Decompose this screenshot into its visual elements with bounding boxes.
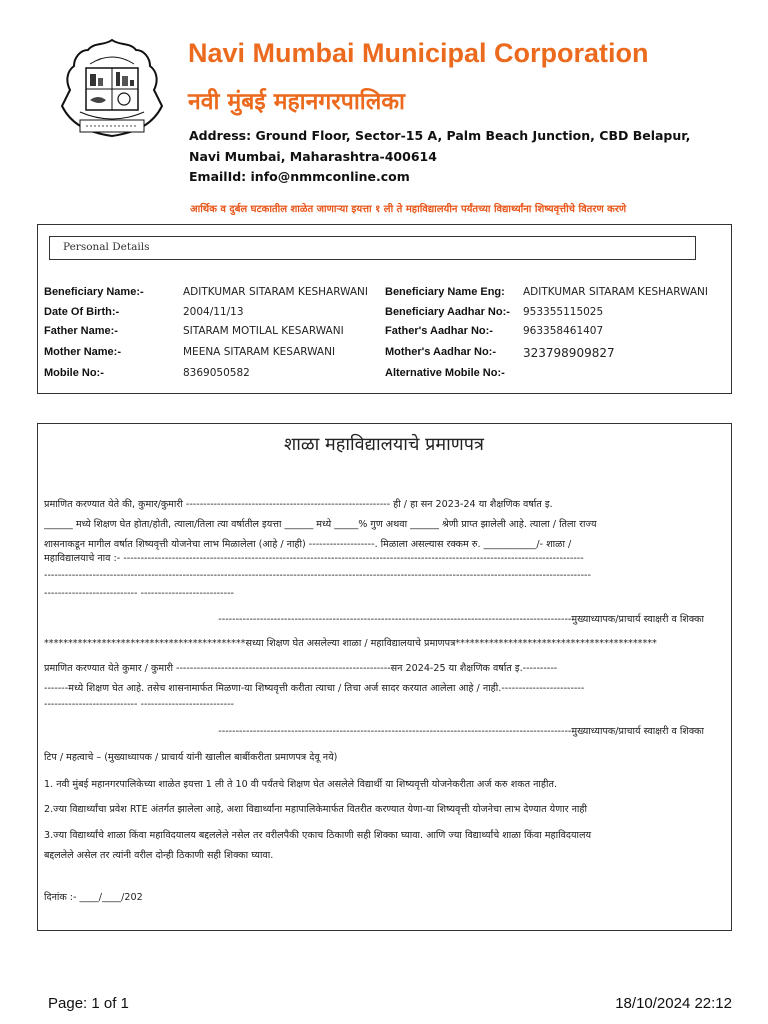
certificate-line: प्रमाणित करण्यात येते कुमार / कुमारी --------------------------------------------------------------सन 2024-25 या शैक्षणिक वर्षात इ.---------- [44,663,558,674]
personal-details-label: Personal Details [63,241,150,253]
signature-line: ------------------------------------------------------------------------------------------------------मुख्याध्यापक/प्राचार्य स्वाक्षरी व शिक्का [218,726,704,737]
personal-details-header [49,236,696,260]
note-item: 1. नवी मुंबई महानगरपालिकेच्या शाळेत इयत्ता 1 ली ते 10 वी पर्यंतचे शिक्षण घेत असलेले विद्यार्थी या शिष्यवृत्ती योजनेकरीता अर्ज करु शकत नाहीत. [44,779,558,790]
certificate-line: --------------------------- --------------------------- [44,699,234,710]
scheme-title: आर्थिक व दुर्बल घटकातील शाळेत जाणाऱ्या इयत्ता १ ली ते महाविद्यालयीन पर्यंतच्या विद्यार्थ्यांना शिष्यवृत्तीचे वितरण करणे [190,204,627,215]
father-name-label: Father Name:- [44,325,118,337]
beneficiary-name-label: Beneficiary Name:- [44,286,144,298]
mother-aadhar-value: 323798909827 [523,346,615,360]
certificate-line: -------------------------------------------------------------------------------------------------------------------------------------------------------------- [44,570,591,581]
nmmc-logo [50,36,174,148]
info-row [44,306,714,324]
certificate-line: -------मध्ये शिक्षण घेत आहे. तसेच शासनामार्फत मिळणा-या शिष्यवृत्ती करीता त्याचा / तिचा अर्ज सादर करयात आलेला आहे / नाही.------------------------ [44,683,585,694]
beneficiary-aadhar-label: Beneficiary Aadhar No:- [385,306,510,318]
org-title-marathi: नवी मुंबई महानगरपालिका [188,89,405,115]
mobile-label: Mobile No:- [44,367,104,379]
mother-aadhar-label: Mother's Aadhar No:- [385,346,496,358]
father-name-value: SITARAM MOTILAL KESARWANI [183,325,344,337]
address-line-1: Address: Ground Floor, Sector-15 A, Palm Beach Junction, CBD Belapur, [189,128,691,143]
mobile-value: 8369050582 [183,367,250,379]
info-row [44,286,714,304]
page-number: Page: 1 of 1 [48,995,129,1012]
alt-mobile-label: Alternative Mobile No:- [385,367,505,379]
certificate-line: शासनाकडून मागील वर्षात शिष्यवृत्ती योजनेचा लाभ मिळालेला (आहे / नाही) -------------------. मिळाला असल्यास रक्कम रु. ___________/- शाळा / [44,539,572,550]
certificate-title: शाळा महाविद्यालयाचे प्रमाणपत्र [284,434,484,455]
certificate-line: महाविद्यालयाचे नाव :- ------------------------------------------------------------------------------------------------------------------------------------- [44,553,584,564]
date-line: दिनांक :- ____/____/202 [44,892,143,903]
print-datetime: 18/10/2024 22:12 [615,995,732,1012]
beneficiary-name-value: ADITKUMAR SITARAM KESHARWANI [183,286,369,298]
note-item: 3.ज्या विद्यार्थ्यांचे शाळा किंवा महाविदयालय बद्दललेले नसेल तर वरीलपैकी एकाच ठिकाणी सही शिक्का घ्यावा. आणि ज्या विद्यार्थ्यांचे शाळा किंवा महाविदयालय [44,830,592,841]
info-row [44,346,714,364]
note-heading: टिप / महत्वाचे – (मुख्याध्यापक / प्राचार्य यांनी खालील बाबींकरीता प्रमाणपत्र देवू नये) [44,752,338,763]
note-item: बद्दललेले असेल तर त्यांनी वरील दोन्ही ठिकाणी सही शिक्का घ्यावा. [44,850,274,861]
mother-name-label: Mother Name:- [44,346,122,358]
certificate-line: ______ मध्ये शिक्षण घेत होता/होती, त्याला/तिला त्या वर्षातील इयत्ता ______ मध्ये _____% गुण अथवा ______ श्रेणी प्राप्त झालेली आहे. त्याला / तिला राज्य [44,519,597,530]
father-aadhar-label: Father's Aadhar No:- [385,325,493,337]
email-line: EmailId: info@nmmconline.com [189,169,410,184]
address-line-2: Navi Mumbai, Maharashtra-400614 [189,149,437,164]
mother-name-value: MEENA SITARAM KESARWANI [183,346,336,358]
info-row [44,325,714,343]
signature-line: ------------------------------------------------------------------------------------------------------मुख्याध्यापक/प्राचार्य स्वाक्षरी व शिक्का [218,614,704,625]
dob-label: Date Of Birth:- [44,306,120,318]
dob-value: 2004/11/13 [183,306,244,318]
municipal-seal-icon [50,36,174,148]
certificate-line: --------------------------- --------------------------- [44,588,234,599]
certificate-divider: ******************************************सध्या शिक्षण घेत असलेल्या शाळा / महाविद्यालयाचे प्रमाणपत्र****************************************** [44,638,657,649]
father-aadhar-value: 963358461407 [523,325,604,337]
beneficiary-name-eng-value: ADITKUMAR SITARAM KESHARWANI [523,286,709,298]
org-title-english: Navi Mumbai Municipal Corporation [188,38,649,68]
certificate-line: प्रमाणित करण्यात येते की, कुमार/कुमारी ----------------------------------------------------------- ही / हा सन 2023-24 या शैक्षणिक वर्षात इ. [44,499,553,510]
beneficiary-name-eng-label: Beneficiary Name Eng: [385,286,505,298]
note-item: 2.ज्या विद्यार्थ्यांचा प्रवेश RTE अंतर्गत झालेला आहे, अशा विद्यार्थ्यांना महापालिकेमार्फत वितरीत करण्यात येणा-या शिष्यवृत्ती योजनेचा लाभ देण्यात येणार नाही [44,804,587,815]
info-row [44,367,714,385]
beneficiary-aadhar-value: 953355115025 [523,306,604,318]
